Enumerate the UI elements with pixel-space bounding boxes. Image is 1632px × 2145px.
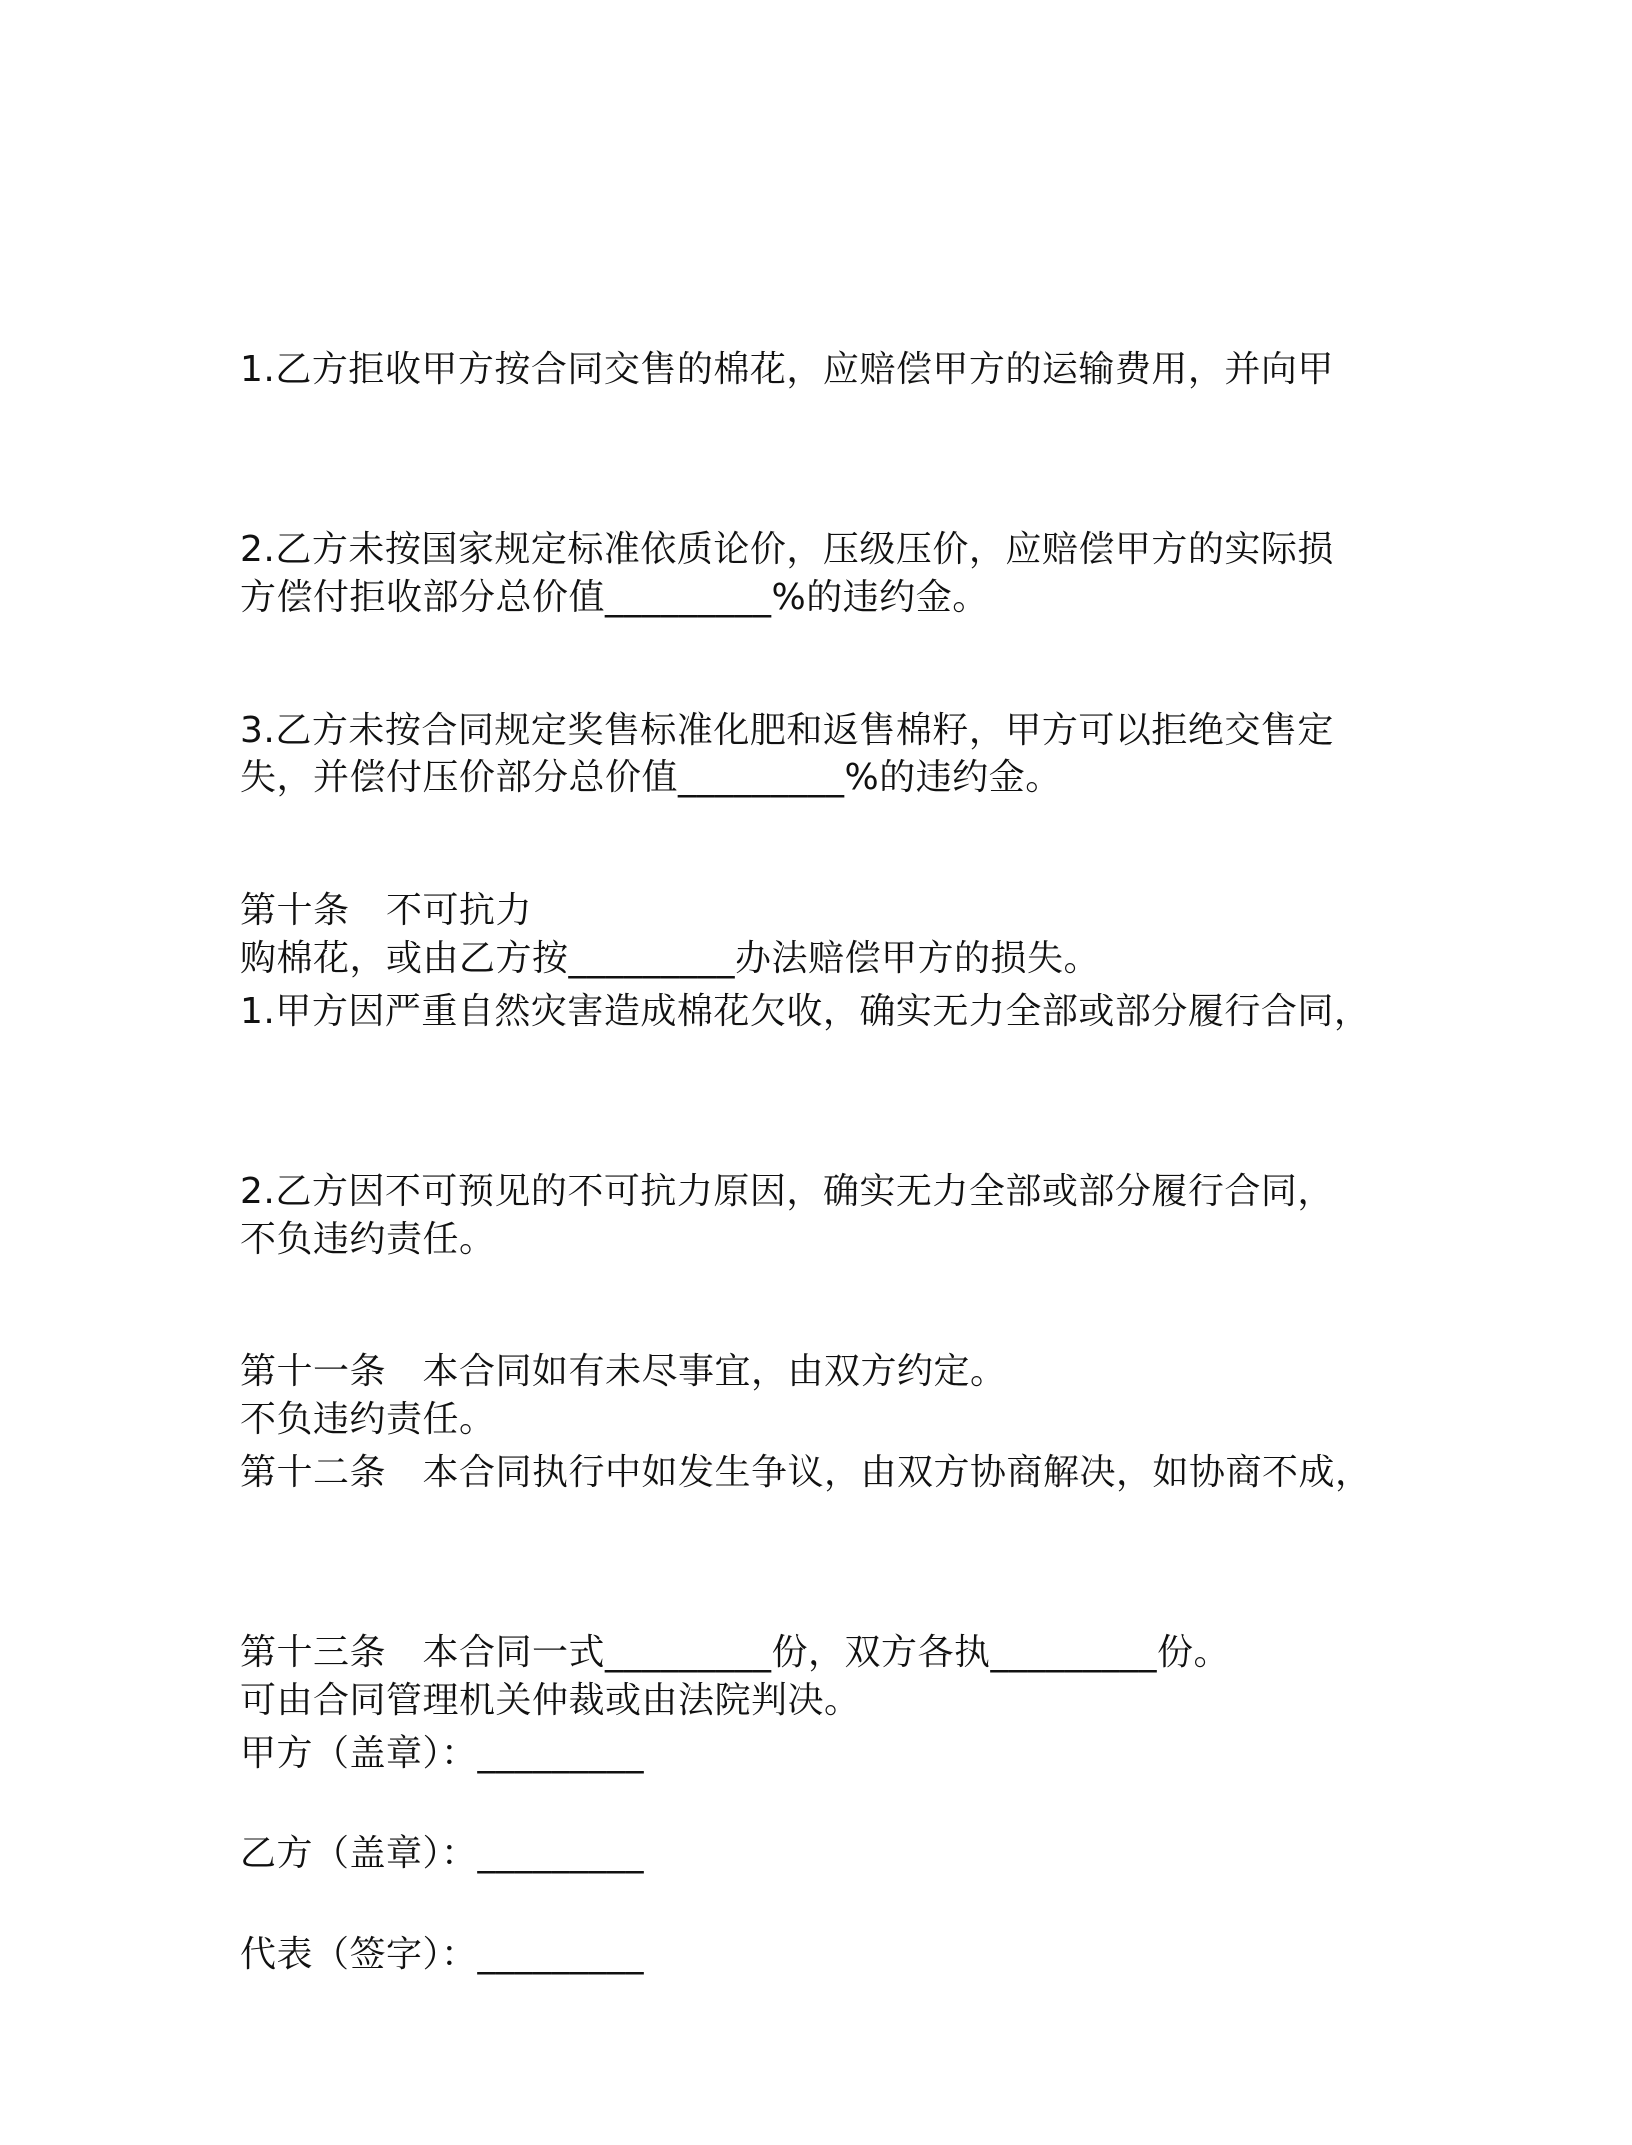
text-line: 购棉花，或由乙方按_________办法赔偿甲方的损失。 bbox=[240, 938, 1101, 979]
text-line: 可由合同管理机关仲裁或由法院判决。 bbox=[240, 1680, 861, 1721]
text-line: 不负违约责任。 bbox=[240, 1219, 496, 1260]
text-line: 方偿付拒收部分总价值_________%的违约金。 bbox=[240, 577, 989, 618]
signature-representative bbox=[240, 1765, 1400, 2145]
text-line: 第十一条 本合同如有未尽事宜，由双方约定。 bbox=[240, 1351, 1007, 1392]
text-line: 第十二条 本合同执行中如发生争议，由双方协商解决，如协商不成， bbox=[240, 1452, 1372, 1493]
text-line: 2.乙方因不可预见的不可抗力原因，确实无力全部或部分履行合同， bbox=[240, 1171, 1334, 1212]
text-line: 2.乙方未按国家规定标准依质论价，压级压价，应赔偿甲方的实际损 bbox=[240, 529, 1334, 570]
text-line: 不负违约责任。 bbox=[240, 1399, 496, 1440]
text-line: 1.乙方拒收甲方按合同交售的棉花，应赔偿甲方的运输费用，并向甲 bbox=[240, 349, 1334, 390]
text-line: 3.乙方未按合同规定奖售标准化肥和返售棉籽，甲方可以拒绝交售定 bbox=[240, 710, 1334, 751]
text-line: 失，并偿付压价部分总价值_________%的违约金。 bbox=[240, 757, 1062, 798]
signature-line: 乙方（盖章）：_________ bbox=[240, 1833, 645, 1874]
signature-line: 甲方（盖章）：_________ bbox=[240, 1733, 645, 1774]
text-line: 第十三条 本合同一式_________份，双方各执_________份。 bbox=[240, 1632, 1231, 1673]
signature-line: 代表（签字）：_________ bbox=[240, 1934, 645, 1975]
section-heading: 第十条 不可抗力 bbox=[240, 890, 533, 931]
text-line: 1.甲方因严重自然灾害造成棉花欠收，确实无力全部或部分履行合同， bbox=[240, 991, 1371, 1032]
